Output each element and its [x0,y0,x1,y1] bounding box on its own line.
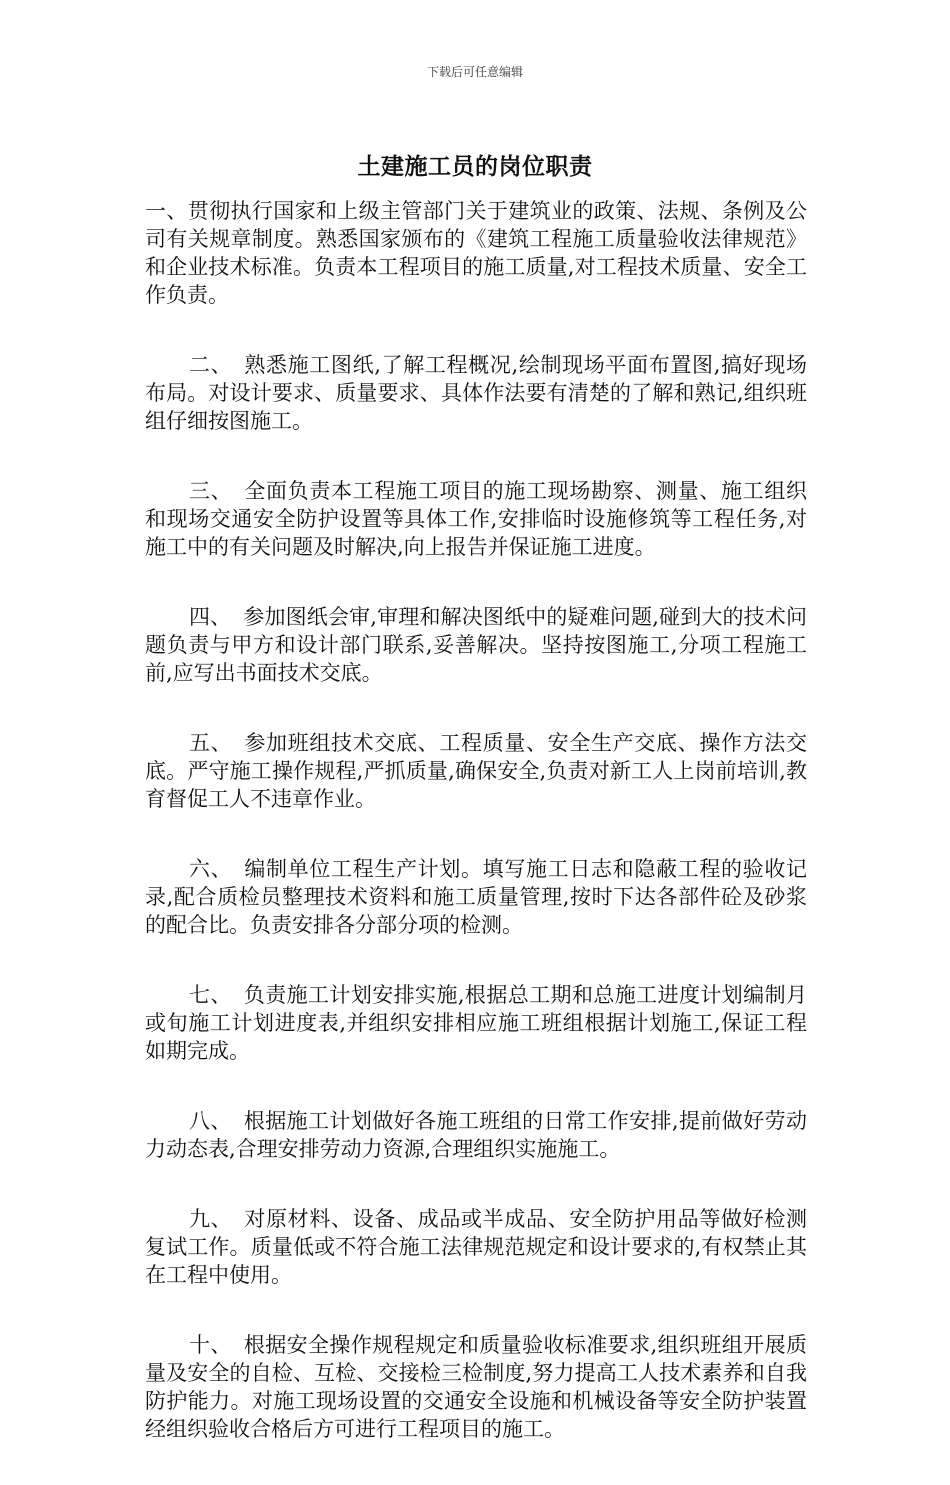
paragraph-text: 全面负责本工程施工项目的施工现场勘察、测量、施工组织和现场交通安全防护设置等具体工作,安排临时设施修筑等工程任务,对施工中的有关问题及时解决,向上报告并保证施工进度。 [145,479,808,559]
paragraph-number: 三、 [189,479,233,503]
paragraph-9 [145,1205,807,1289]
paragraph-number: 八、 [189,1109,232,1133]
paragraph-1 [145,197,807,309]
paragraph-text: 对原材料、设备、成品或半成品、安全防护用品等做好检测复试工作。质量低或不符合施工法律规范规定和设计要求的,有权禁止其在工程中使用。 [145,1207,808,1287]
paragraph-number: 五、 [189,731,233,755]
paragraph-text: 负责施工计划安排实施,根据总工期和总施工进度计划编制月或旬施工计划进度表,并组织安排相应施工班组根据计划施工,保证工程如期完成。 [145,983,807,1063]
paragraph-3 [145,477,807,561]
paragraph-number: 六、 [189,857,233,881]
paragraph-7 [145,981,807,1065]
paragraph-5 [145,729,807,813]
paragraph-number: 二、 [189,353,233,377]
paragraph-number: 七、 [189,983,232,1007]
document-title: 土建施工员的岗位职责 [357,153,593,180]
paragraph-text: 一、贯彻执行国家和上级主管部门关于建筑业的政策、法规、条例及公司有关规章制度。熟悉国家颁布的《建筑工程施工质量验收法律规范》和企业技术标准。负责本工程项目的施工质量,对工程技术质量、安全工作负责。 [145,199,807,307]
paragraph-text: 参加班组技术交底、工程质量、安全生产交底、操作方法交底。严守施工操作规程,严抓质量,确保安全,负责对新工人上岗前培训,教育督促工人不违章作业。 [145,731,808,811]
paragraph-number: 九、 [189,1207,233,1231]
paragraph-number: 十、 [189,1333,232,1357]
paragraph-text: 熟悉施工图纸,了解工程概况,绘制现场平面布置图,搞好现场布局。对设计要求、质量要求、具体作法要有清楚的了解和熟记,组织班组仔细按图施工。 [145,353,807,433]
header-note: 下载后可任意编辑 [426,65,523,79]
paragraph-4 [145,603,807,687]
paragraph-number: 四、 [189,605,232,629]
paragraph-8 [145,1107,807,1163]
paragraph-text: 根据施工计划做好各施工班组的日常工作安排,提前做好劳动力动态表,合理安排劳动力资源,合理组织实施施工。 [145,1109,807,1161]
paragraph-2 [145,351,807,435]
paragraph-10 [145,1331,807,1443]
paragraph-text: 编制单位工程生产计划。填写施工日志和隐蔽工程的验收记录,配合质检员整理技术资料和施工质量管理,按时下达各部件砼及砂浆的配合比。负责安排各分部分项的检测。 [145,857,808,937]
paragraph-6 [145,855,807,939]
paragraph-text: 根据安全操作规程规定和质量验收标准要求,组织班组开展质量及安全的自检、互检、交接检三检制度,努力提高工人技术素养和自我防护能力。对施工现场设置的交通安全设施和机械设备等安全防护装置经组织验收合格后方可进行工程项目的施工。 [145,1333,807,1441]
paragraph-text: 参加图纸会审,审理和解决图纸中的疑难问题,碰到大的技术问题负责与甲方和设计部门联系,妥善解决。坚持按图施工,分项工程施工前,应写出书面技术交底。 [145,605,807,685]
document-body [145,197,807,1485]
